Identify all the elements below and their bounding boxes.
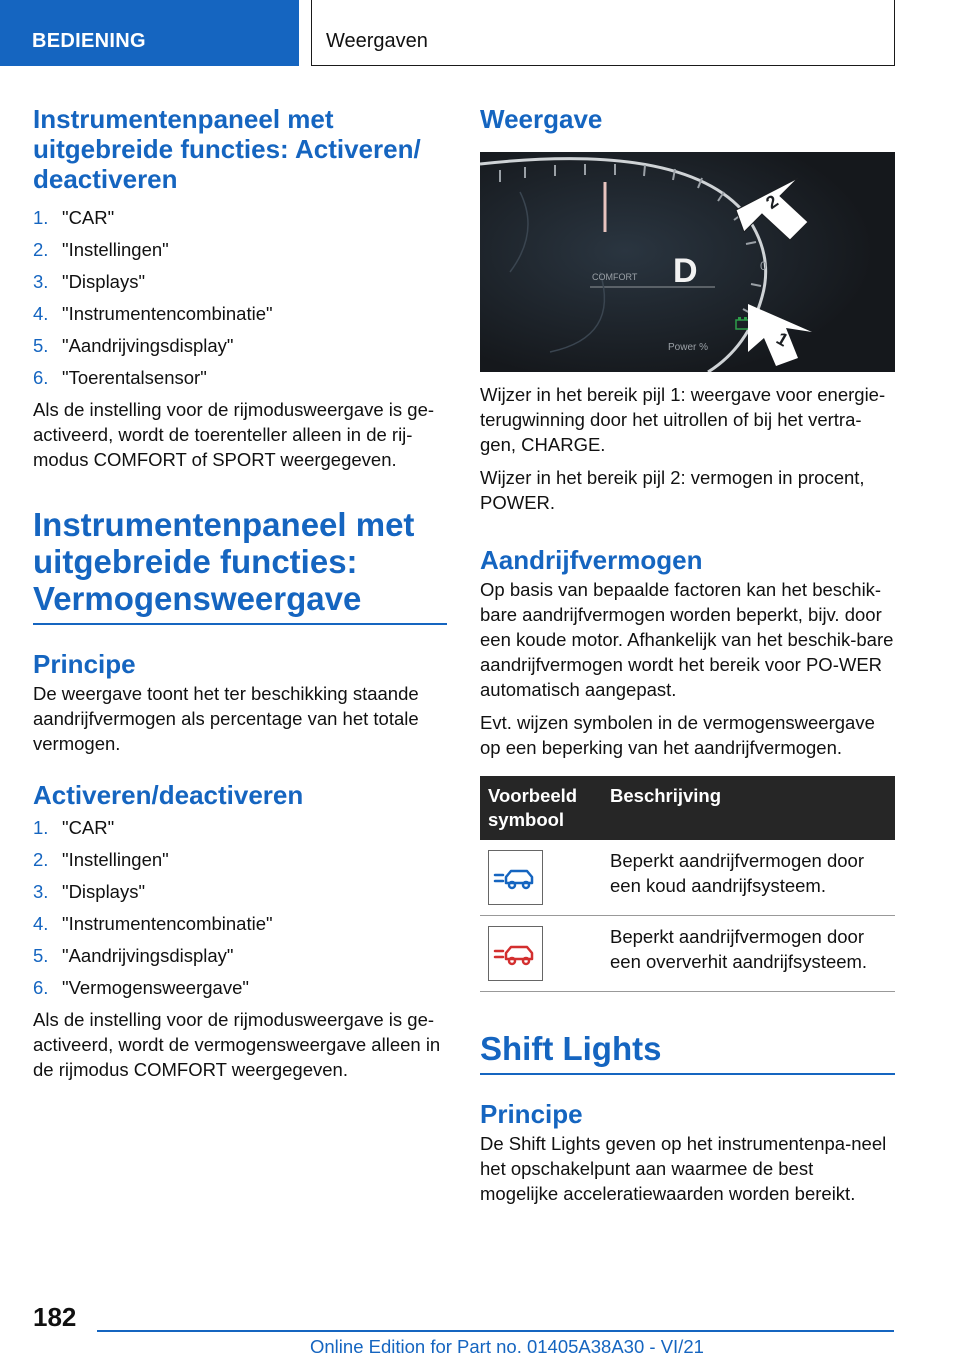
shift-principe-text: De Shift Lights geven op het instrumentenpa-neel het opschakelpunt aan waarmee de best mogelijke acceleratiewaarden worden bereikt. xyxy=(480,1133,887,1204)
chapter-label: Weergaven xyxy=(326,30,428,52)
car-hot-icon xyxy=(488,926,543,981)
table-header-symbol: Voorbeeld symbool xyxy=(480,776,602,840)
subsection-title-shift-principe: Principe xyxy=(480,1099,583,1129)
arrow-2-label: 2 xyxy=(762,190,782,214)
steps-list-1 xyxy=(33,202,447,394)
footer-divider xyxy=(97,1330,894,1332)
list-item: 4. "Instrumentencombinatie" xyxy=(33,913,273,934)
section-title-weergave: Weergave xyxy=(480,104,603,134)
list-item: 1. "CAR" xyxy=(33,817,115,838)
section-label: BEDIENING xyxy=(32,30,146,52)
table-header-row xyxy=(480,776,895,840)
table-row xyxy=(480,916,895,992)
arrow-2-description: Wijzer in het bereik pijl 2: vermogen in procent, POWER. xyxy=(480,467,865,513)
left-column xyxy=(33,100,447,1082)
table-cell-description: Beperkt aandrijfvermogen door een oververhit aandrijfsysteem. xyxy=(602,916,895,992)
section-tab xyxy=(0,0,299,66)
table-cell-description: Beperkt aandrijfvermogen door een koud aandrijfsysteem. xyxy=(602,840,895,916)
table-header-description: Beschrijving xyxy=(602,776,895,840)
list-item: 6. "Vermogensweergave" xyxy=(33,977,249,998)
symbols-text: Evt. wijzen symbolen in de vermogensweergave op een beperking van het aandrijfvermogen. xyxy=(480,712,875,758)
note-text-2: Als de instelling voor de rijmodusweergave is ge-activeerd, wordt de vermogensweergave alleen in de rijmodus COMFORT weergegeven. xyxy=(33,1009,441,1080)
gear-indicator: D xyxy=(673,252,698,290)
chapter-header xyxy=(311,0,895,66)
section-title-shift-lights: Shift Lights xyxy=(480,1030,895,1075)
list-item: 5. "Aandrijvingsdisplay" xyxy=(33,335,234,356)
right-column xyxy=(480,100,895,1206)
list-item: 3. "Displays" xyxy=(33,881,146,902)
list-item: 1. "CAR" xyxy=(33,207,115,228)
page-number: 182 xyxy=(33,1302,77,1332)
drive-mode-label: COMFORT xyxy=(592,272,638,282)
list-item: 4. "Instrumentencombinatie" xyxy=(33,303,273,324)
section-title-activate: Instrumentenpaneel met uitgebreide functies: Activeren/ deactiveren xyxy=(33,104,421,194)
list-item: 3. "Displays" xyxy=(33,271,146,292)
instrument-cluster-image xyxy=(480,152,895,372)
list-item: 5. "Aandrijvingsdisplay" xyxy=(33,945,234,966)
list-item: 2. "Instellingen" xyxy=(33,849,169,870)
car-cold-icon xyxy=(488,850,543,905)
power-scale-label: Power % xyxy=(668,342,709,353)
scale-zero-label: 0 xyxy=(760,259,767,273)
subsection-title-activate: Activeren/deactiveren xyxy=(33,780,304,810)
steps-list-2 xyxy=(33,812,447,1004)
note-text-1: Als de instelling voor de rijmodusweergave is ge-activeerd, wordt de toerenteller alleen in de rij-modus COMFORT of SPORT weergegeven. xyxy=(33,399,435,470)
principe-text: De weergave toont het ter beschikking staande aandrijfvermogen als percentage van het totale vermogen. xyxy=(33,683,419,754)
arrow-1-label: 1 xyxy=(773,328,792,351)
section-title-drive-power: Aandrijfvermogen xyxy=(480,545,703,575)
list-item: 2. "Instellingen" xyxy=(33,239,169,260)
list-item: 6. "Toerentalsensor" xyxy=(33,367,207,388)
section-title-power-display: Instrumentenpaneel met uitgebreide functies: Vermogensweergave xyxy=(33,506,447,625)
drive-power-text: Op basis van bepaalde factoren kan het beschik-bare aandrijfvermogen worden beperkt, bijv. door een koude motor. Afhankelijk van het beschik-bare aandrijfvermogen wordt het bereik voor PO-WER automatisch aangepast. xyxy=(480,579,894,700)
arrow-1-description: Wijzer in het bereik pijl 1: weergave voor energie-terugwinning door het uitrollen of bij het vertra-gen, CHARGE. xyxy=(480,384,886,455)
symbol-table xyxy=(480,776,895,992)
instrument-cluster-graphic xyxy=(480,152,895,372)
table-row xyxy=(480,840,895,916)
edition-text: Online Edition for Part no. 01405A38A30 - VI/21 xyxy=(310,1336,704,1357)
subsection-title-principe: Principe xyxy=(33,649,136,679)
